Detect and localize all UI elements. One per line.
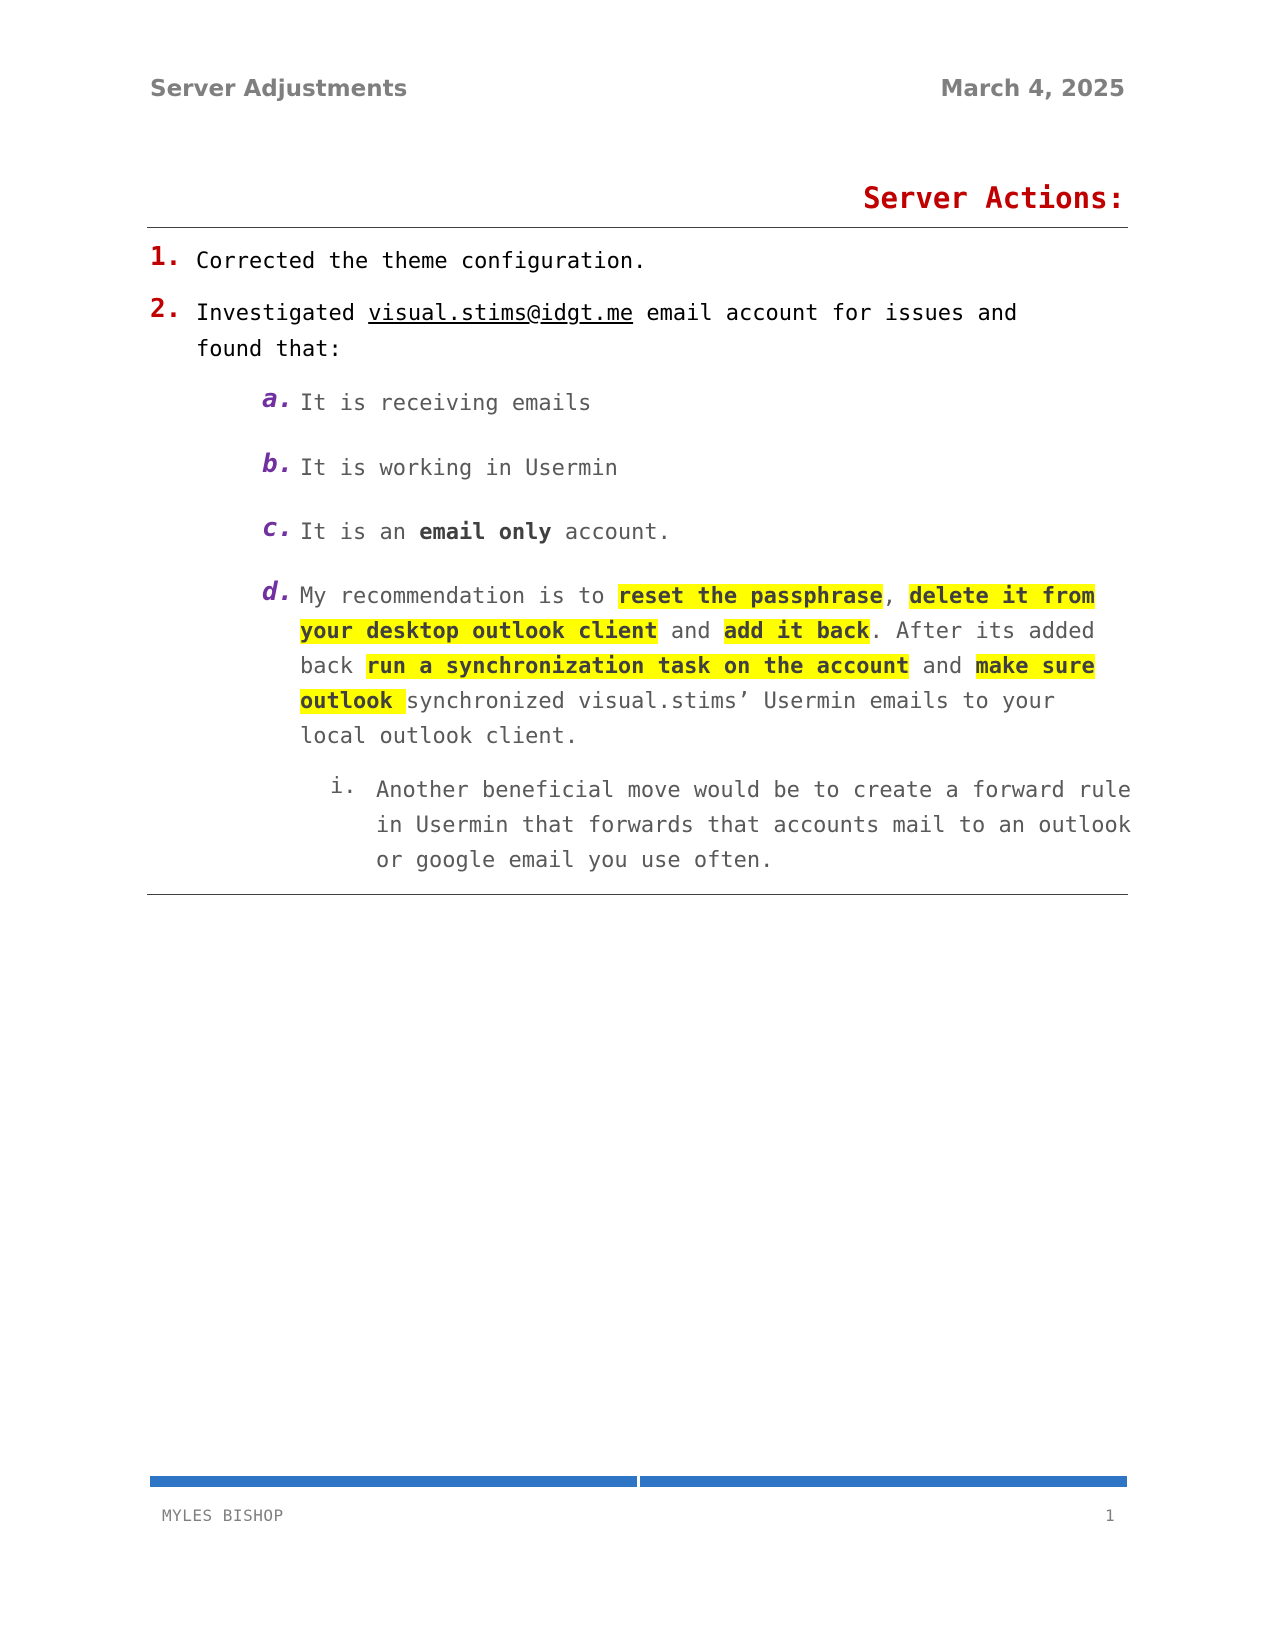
sublist-letter-c: c. bbox=[262, 513, 294, 543]
header-date: March 4, 2025 bbox=[940, 76, 1125, 102]
footer-bar-left bbox=[150, 1476, 637, 1487]
sublist-text-b: It is working in Usermin bbox=[300, 456, 618, 481]
email-link[interactable]: visual.stims@idgt.me bbox=[368, 301, 634, 326]
rec-text-5: and bbox=[909, 654, 976, 679]
section-title: Server Actions: bbox=[863, 181, 1125, 215]
sublist-letter-a: a. bbox=[262, 384, 294, 414]
highlight-reset-passphrase: reset the passphrase bbox=[617, 584, 883, 609]
sublist-text-d bbox=[300, 579, 1130, 754]
rec-text-2: , bbox=[882, 584, 910, 609]
rec-text-1: My recommendation is to bbox=[300, 584, 618, 609]
roman-numeral-i: i. bbox=[330, 774, 357, 799]
sub-c-text-after: account. bbox=[551, 520, 671, 545]
sublist-text-a: It is receiving emails bbox=[300, 391, 592, 416]
sublist-letter-d: d. bbox=[262, 577, 294, 607]
highlight-add-it-back: add it back bbox=[723, 619, 870, 644]
list-item-number-2: 2. bbox=[150, 294, 182, 324]
item-2-text-after: email account for issues and found that: bbox=[196, 301, 1018, 362]
roman-text-i: Another beneficial move would be to create a forward rule in Usermin that forwards that accounts mail to an outlook or google email you use often. bbox=[376, 778, 1131, 873]
footer-bar-right bbox=[640, 1476, 1127, 1487]
list-item-text-2 bbox=[196, 296, 1096, 368]
list-item-number-1: 1. bbox=[150, 242, 182, 272]
rec-text-4: . After its added back bbox=[300, 619, 1095, 679]
sublist-text-c bbox=[300, 515, 1130, 550]
item-2-text-before: Investigated bbox=[196, 301, 369, 326]
highlight-run-sync-task: run a synchronization task on the account bbox=[366, 654, 910, 679]
highlight-delete-from-client: delete it from your desktop outlook client bbox=[300, 584, 1095, 644]
sublist-letter-b: b. bbox=[262, 449, 294, 479]
highlight-make-sure-outlook: make sure outlook bbox=[300, 654, 1095, 714]
rec-text-3: and bbox=[657, 619, 724, 644]
sub-c-bold-text: email only bbox=[419, 520, 552, 545]
sub-c-text-before: It is an bbox=[300, 520, 420, 545]
rec-text-6: synchronized visual.stims’ Usermin emails to your local outlook client. bbox=[300, 689, 1055, 749]
footer-page-number: 1 bbox=[1105, 1506, 1115, 1525]
section-divider-bottom bbox=[147, 894, 1128, 895]
header-title: Server Adjustments bbox=[150, 76, 408, 102]
footer-author: MYLES BISHOP bbox=[162, 1506, 284, 1525]
section-divider-top bbox=[147, 227, 1128, 228]
list-item-text-1: Corrected the theme configuration. bbox=[196, 249, 647, 274]
